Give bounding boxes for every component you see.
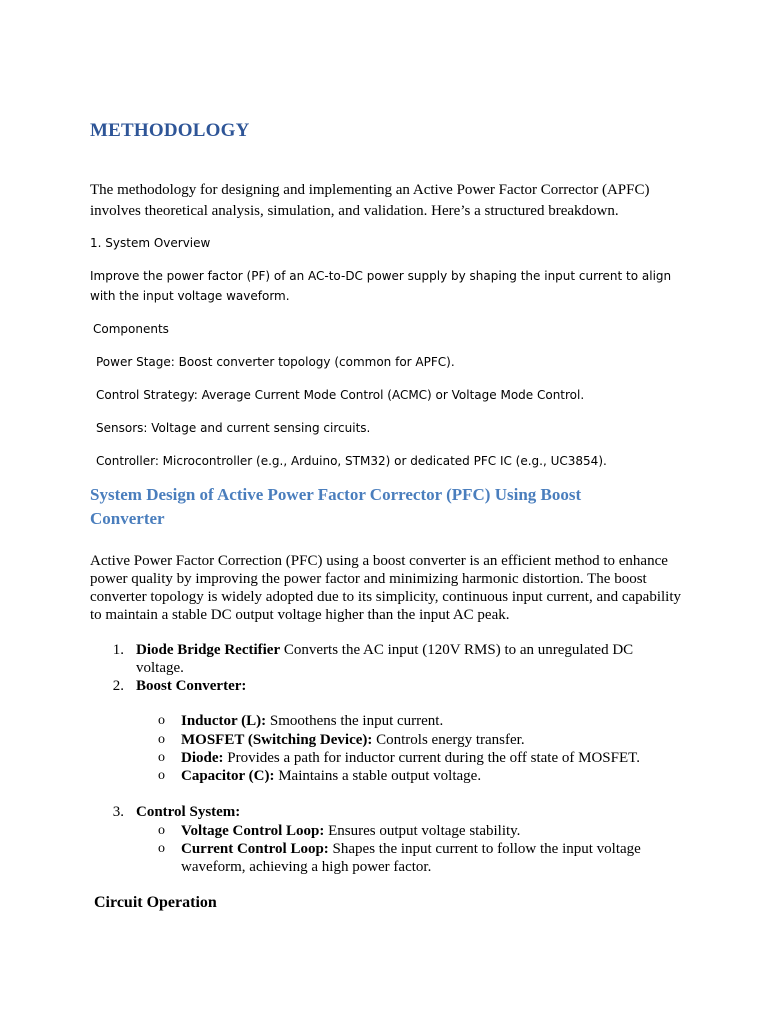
intro-paragraph: The methodology for designing and implementing an Active Power Factor Corrector (APFC) involves theoretical analysis, simulation, and validation. Here’s a structured breakdown. bbox=[90, 182, 650, 219]
section-paragraph: Active Power Factor Correction (PFC) using a boost converter is an efficient method to enhance power quality by improving the power factor and minimizing harmonic distortion. The boost converter topology is widely adopted due to its simplicity, continuous input current, and capability to maintain a stable DC output voltage higher than the input AC peak. bbox=[90, 553, 681, 623]
bullet-o-icon: o bbox=[158, 841, 165, 856]
bullet-o-icon: o bbox=[158, 713, 165, 728]
bullet-o-icon: o bbox=[158, 823, 165, 838]
page-title: METHODOLOGY bbox=[90, 120, 250, 141]
list-item-text: Provides a path for inductor current during the off state of MOSFET. bbox=[223, 750, 640, 766]
component-item: Controller: Microcontroller (e.g., Arduino, STM32) or dedicated PFC IC (e.g., UC3854). bbox=[96, 454, 607, 468]
sub-list-item bbox=[158, 840, 648, 876]
sub-list-item bbox=[158, 731, 658, 749]
sub-list-item bbox=[158, 749, 658, 767]
circuit-operation-heading: Circuit Operation bbox=[94, 894, 217, 911]
system-overview-title: 1. System Overview bbox=[90, 236, 211, 250]
list-number: 2. bbox=[112, 678, 124, 694]
system-overview-text: Improve the power factor (PF) of an AC-to-DC power supply by shaping the input current to align with the input voltage waveform. bbox=[90, 269, 672, 303]
component-item: Sensors: Voltage and current sensing circuits. bbox=[96, 421, 371, 435]
component-item: Power Stage: Boost converter topology (common for APFC). bbox=[96, 355, 455, 369]
list-item-2 bbox=[100, 677, 660, 695]
sub-list-item bbox=[158, 712, 658, 730]
list-item-bold: Diode Bridge Rectifier bbox=[136, 642, 281, 658]
list-item-text: Ensures output voltage stability. bbox=[324, 823, 521, 839]
list-item-bold: MOSFET (Switching Device): bbox=[181, 732, 373, 748]
section-heading: System Design of Active Power Factor Corrector (PFC) Using Boost Converter bbox=[90, 485, 582, 528]
list-item-bold: Diode: bbox=[181, 750, 224, 766]
list-item-text: Converts the AC input (120V RMS) to an unregulated DC voltage. bbox=[136, 642, 634, 676]
list-item-3 bbox=[100, 803, 660, 821]
bullet-o-icon: o bbox=[158, 768, 165, 783]
list-item-text: Maintains a stable output voltage. bbox=[274, 768, 482, 784]
list-item-bold: Control System: bbox=[136, 804, 241, 820]
list-item-text: Shapes the input current to follow the input voltage waveform, achieving a high power factor. bbox=[181, 841, 641, 875]
bullet-o-icon: o bbox=[158, 732, 165, 747]
list-item-1 bbox=[100, 641, 660, 677]
list-item-bold: Capacitor (C): bbox=[181, 768, 275, 784]
list-item-bold: Boost Converter: bbox=[136, 678, 247, 694]
list-item-text: Smoothens the input current. bbox=[266, 713, 444, 729]
list-number: 1. bbox=[112, 642, 124, 658]
bullet-o-icon: o bbox=[158, 750, 165, 765]
component-item: Control Strategy: Average Current Mode Control (ACMC) or Voltage Mode Control. bbox=[96, 388, 585, 402]
components-label: Components bbox=[93, 322, 169, 336]
list-item-bold: Voltage Control Loop: bbox=[181, 823, 325, 839]
sub-list-item bbox=[158, 822, 658, 840]
list-item-text: Controls energy transfer. bbox=[372, 732, 525, 748]
list-item-bold: Current Control Loop: bbox=[181, 841, 329, 857]
sub-list-item bbox=[158, 767, 658, 785]
list-number: 3. bbox=[112, 804, 124, 820]
list-item-bold: Inductor (L): bbox=[181, 713, 267, 729]
